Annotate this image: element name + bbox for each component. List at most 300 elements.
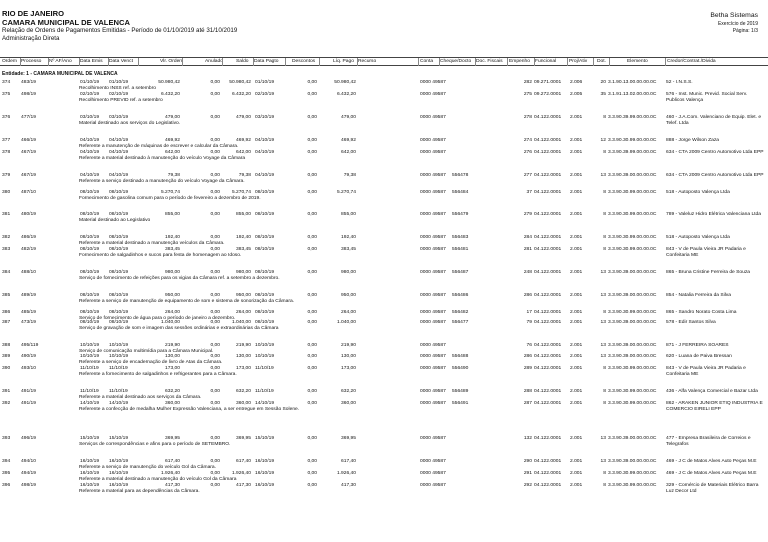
- elemento-cell: 3.1.90.13.00.00.00.0C: [608, 80, 657, 85]
- data-venct-cell: 08/10/19: [109, 310, 129, 315]
- credor-cell: 576 - Inst. Munic. Previd. Social Serv. Publicos Valença: [666, 92, 748, 103]
- processo-cell: 495/119: [21, 343, 39, 348]
- liq-pago-cell: 264,00: [341, 310, 356, 315]
- saldo-cell: 173,00: [236, 366, 251, 371]
- proj-ativ-cell: 2.001: [570, 354, 583, 359]
- dot-cell: 13: [600, 173, 606, 178]
- history-description: Referente a confecção de medalha Mulher Expressão Valenciana, a ser entregue em Sessão Solene.: [79, 406, 300, 412]
- empenho-cell: 276: [523, 150, 532, 155]
- credor-cell: 436 - Alfa Valença Comercial e Bazar Ltda: [666, 389, 758, 394]
- elemento-cell: 3.3.90.39.00.00.00.0C: [608, 459, 657, 464]
- history-description: Referente a material para as dependências da Câmara.: [79, 488, 200, 494]
- ordem-cell: 386: [2, 310, 11, 315]
- ordem-cell: 377: [2, 138, 11, 143]
- funcional-cell: 04.122.0001: [534, 293, 562, 298]
- processo-cell: 493/10: [21, 366, 36, 371]
- proj-ativ-cell: 2.001: [570, 150, 583, 155]
- empenho-cell: 277: [523, 173, 532, 178]
- col-proj-ativ: Proj/Ativ: [569, 59, 588, 64]
- funcional-cell: 04.122.0001: [534, 150, 562, 155]
- credor-cell: 329 - Comércio de Materiais Elétrico Barra Luz Decor Ltd: [666, 483, 759, 494]
- saldo-cell: 369,95: [236, 436, 251, 441]
- credor-cell: 865 - Bruna Cristine Ferreira de Souza: [666, 270, 750, 275]
- data-emis-cell: 16/10/19: [80, 483, 100, 488]
- elemento-cell: 3.3.90.30.99.00.00.0C: [608, 190, 657, 195]
- empenho-cell: 17: [526, 310, 532, 315]
- funcional-cell: 04.122.0001: [534, 310, 562, 315]
- col-anulado: Anulado: [205, 59, 223, 64]
- data-pagto-cell: 08/10/19: [255, 190, 275, 195]
- saldo-cell: 6.432,20: [231, 92, 251, 97]
- credor-cell: 578 - Edir Santos Silva: [666, 320, 716, 325]
- conta-cell: 0000 49587: [420, 92, 446, 97]
- dot-cell: 8: [603, 212, 606, 217]
- elemento-cell: 3.3.90.30.99.00.00.0C: [608, 389, 657, 394]
- col-liq-pago: Líq. Pago: [333, 59, 354, 64]
- data-emis-cell: 08/10/19: [80, 247, 100, 252]
- descontos-cell: 0,00: [307, 92, 317, 97]
- data-venct-cell: 08/10/19: [109, 293, 129, 298]
- anulado-cell: 0,00: [210, 343, 220, 348]
- elemento-cell: 3.3.90.39.00.00.00.0C: [608, 270, 657, 275]
- credor-cell: 52 - I.N.S.S.: [666, 80, 693, 85]
- saldo-cell: 50.980,42: [229, 80, 251, 85]
- ordem-cell: 375: [2, 92, 11, 97]
- data-emis-cell: 04/10/19: [80, 150, 100, 155]
- data-pagto-cell: 08/10/19: [255, 235, 275, 240]
- col-processo: Processo: [21, 59, 42, 64]
- dot-cell: 8: [603, 190, 606, 195]
- report-header: [2, 9, 237, 43]
- ordem-cell: 395: [2, 471, 11, 476]
- data-pagto-cell: 08/10/19: [255, 270, 275, 275]
- elemento-cell: 3.3.90.30.99.00.00.0C: [608, 138, 657, 143]
- funcional-cell: 04.122.0001: [534, 389, 562, 394]
- data-emis-cell: 08/10/19: [80, 310, 100, 315]
- dot-cell: 13: [600, 293, 606, 298]
- cheque-docto-cell: 556486: [452, 293, 469, 298]
- descontos-cell: 0,00: [307, 270, 317, 275]
- saldo-cell: 632,20: [236, 389, 251, 394]
- credor-cell: 888 - Jorge Wilson Zaza: [666, 138, 720, 143]
- empenho-cell: 132: [523, 436, 532, 441]
- saldo-cell: 980,00: [236, 270, 251, 275]
- descontos-cell: 0,00: [307, 310, 317, 315]
- saldo-cell: 383,45: [236, 247, 251, 252]
- anulado-cell: 0,00: [210, 320, 220, 325]
- cheque-docto-cell: 556483: [452, 235, 469, 240]
- vlr-ordem-cell: 360,00: [165, 401, 180, 406]
- history-description: Material destinado ao Legislativo: [79, 217, 151, 223]
- data-pagto-cell: 11/10/19: [255, 389, 274, 394]
- conta-cell: 0000 49587: [420, 235, 446, 240]
- anulado-cell: 0,00: [210, 115, 220, 120]
- data-pagto-cell: 10/10/19: [255, 343, 275, 348]
- system-name: Betha Sistemas: [710, 12, 758, 19]
- data-emis-cell: 16/10/19: [80, 459, 100, 464]
- ordem-cell: 385: [2, 293, 11, 298]
- col-dot: Dot.: [597, 59, 606, 64]
- liq-pago-cell: 642,00: [341, 150, 356, 155]
- data-pagto-cell: 16/10/19: [255, 471, 275, 476]
- conta-cell: 0000 49587: [420, 150, 446, 155]
- vlr-ordem-cell: 980,00: [165, 270, 180, 275]
- anulado-cell: 0,00: [210, 80, 220, 85]
- data-emis-cell: 10/10/19: [80, 343, 100, 348]
- processo-cell: 494/19: [21, 471, 36, 476]
- proj-ativ-cell: 2.001: [570, 471, 583, 476]
- history-description: Recolhimento INSS ref. a setembro: [79, 85, 156, 91]
- processo-cell: 473/19: [21, 320, 36, 325]
- cheque-docto-cell: 556489: [452, 389, 469, 394]
- dot-cell: 8: [603, 235, 606, 240]
- credor-cell: 789 - Valeluz Hidro Elétrica Valenciana Ltda: [666, 212, 761, 217]
- elemento-cell: 3.3.90.39.00.00.00.0C: [608, 354, 657, 359]
- data-venct-cell: 03/10/19: [109, 115, 129, 120]
- data-venct-cell: 08/10/19: [109, 320, 129, 325]
- elemento-cell: 3.3.90.30.99.00.00.0C: [608, 471, 657, 476]
- proj-ativ-cell: 2.001: [570, 366, 583, 371]
- ordem-cell: 374: [2, 80, 11, 85]
- liq-pago-cell: 219,90: [341, 343, 356, 348]
- dot-cell: 8: [603, 150, 606, 155]
- anulado-cell: 0,00: [210, 190, 220, 195]
- history-description: Material destinado aos serviços do Legislativo.: [79, 120, 181, 126]
- data-venct-cell: 16/10/19: [109, 471, 129, 476]
- saldo-cell: 642,00: [236, 150, 251, 155]
- descontos-cell: 0,00: [307, 320, 317, 325]
- proj-ativ-cell: 2.001: [570, 320, 583, 325]
- cheque-docto-cell: 556477: [452, 320, 469, 325]
- ordem-cell: 390: [2, 366, 11, 371]
- vlr-ordem-cell: 617,40: [165, 459, 180, 464]
- data-venct-cell: 11/10/19: [109, 366, 128, 371]
- data-pagto-cell: 04/10/19: [255, 173, 275, 178]
- col-empenho: Empenho: [509, 59, 530, 64]
- data-pagto-cell: 04/10/19: [255, 138, 275, 143]
- credor-cell: 854 - Natalia Ferreira da Silva: [666, 293, 731, 298]
- anulado-cell: 0,00: [210, 310, 220, 315]
- data-emis-cell: 08/10/19: [80, 293, 100, 298]
- processo-cell: 498/19: [21, 92, 36, 97]
- dot-cell: 13: [600, 270, 606, 275]
- processo-cell: 477/19: [21, 115, 36, 120]
- liq-pago-cell: 79,38: [343, 173, 356, 178]
- processo-cell: 498/19: [21, 483, 36, 488]
- table-row: [0, 458, 768, 470]
- proj-ativ-cell: 2.001: [570, 343, 583, 348]
- empenho-cell: 291: [523, 471, 532, 476]
- ordem-cell: 384: [2, 270, 11, 275]
- exercise-label: Exercício de 2019: [717, 21, 758, 27]
- saldo-cell: 264,00: [236, 310, 251, 315]
- data-emis-cell: 03/10/19: [80, 115, 100, 120]
- saldo-cell: 130,00: [236, 354, 251, 359]
- liq-pago-cell: 855,00: [341, 212, 356, 217]
- credor-cell: 469 - J C de Matos Alves Auto Peças M.E: [666, 459, 757, 464]
- history-description: Referente a material destinado a manutenção veículos da Câmara.: [79, 240, 225, 246]
- empenho-cell: 279: [523, 212, 532, 217]
- empenho-cell: 248: [523, 270, 532, 275]
- funcional-cell: 04.122.0001: [534, 483, 562, 488]
- funcional-cell: 04.122.0001: [534, 366, 562, 371]
- credor-cell: 843 - V de Paula Vieira JR Padaria e Confeitaria ME: [666, 247, 746, 258]
- proj-ativ-cell: 2.006: [570, 80, 583, 85]
- funcional-cell: 04.122.0001: [534, 436, 562, 441]
- liq-pago-cell: 369,95: [341, 436, 356, 441]
- elemento-cell: 3.3.90.39.00.00.00.0C: [608, 293, 657, 298]
- vlr-ordem-cell: 1.926,40: [160, 471, 180, 476]
- proj-ativ-cell: 2.001: [570, 190, 583, 195]
- descontos-cell: 0,00: [307, 401, 317, 406]
- data-emis-cell: 01/10/19: [80, 80, 100, 85]
- conta-cell: 0000 49587: [420, 138, 446, 143]
- descontos-cell: 0,00: [307, 150, 317, 155]
- ordem-cell: 393: [2, 436, 11, 441]
- dot-cell: 8: [603, 115, 606, 120]
- data-pagto-cell: 15/10/19: [255, 436, 275, 441]
- empenho-cell: 284: [523, 235, 532, 240]
- table-row: [0, 172, 768, 189]
- orders-table-body: [0, 79, 768, 504]
- ordem-cell: 383: [2, 247, 11, 252]
- conta-cell: 0000 49587: [420, 293, 446, 298]
- elemento-cell: 3.3.90.39.00.00.00.0C: [608, 173, 657, 178]
- ordem-cell: 394: [2, 459, 11, 464]
- descontos-cell: 0,00: [307, 115, 317, 120]
- data-pagto-cell: 14/10/19: [255, 401, 275, 406]
- empenho-cell: 278: [523, 115, 532, 120]
- conta-cell: 0000 49587: [420, 354, 446, 359]
- column-header-row: [0, 57, 768, 66]
- conta-cell: 0000 49587: [420, 80, 446, 85]
- proj-ativ-cell: 2.001: [570, 459, 583, 464]
- dot-cell: 35: [600, 92, 606, 97]
- proj-ativ-cell: 2.001: [570, 436, 583, 441]
- ordem-cell: 382: [2, 235, 11, 240]
- conta-cell: 0000 49587: [420, 247, 446, 252]
- conta-cell: 0000 49587: [420, 343, 446, 348]
- history-description: Referente a serviço destinado a manutenção do veículo Voyage da Câmara.: [79, 178, 245, 184]
- data-emis-cell: 04/10/19: [80, 173, 100, 178]
- anulado-cell: 0,00: [210, 471, 220, 476]
- state-name: RIO DE JANEIRO: [2, 9, 65, 18]
- dot-cell: 8: [603, 389, 606, 394]
- table-row: [0, 114, 768, 137]
- funcional-cell: 04.122.0001: [534, 354, 562, 359]
- data-emis-cell: 11/10/19: [80, 389, 99, 394]
- cheque-docto-cell: 556481: [452, 247, 469, 252]
- processo-cell: 487/10: [21, 190, 36, 195]
- descontos-cell: 0,00: [307, 212, 317, 217]
- table-row: [0, 435, 768, 458]
- conta-cell: 0000 49587: [420, 173, 446, 178]
- liq-pago-cell: 950,00: [341, 293, 356, 298]
- credor-cell: 518 - Autoposto Valença Ltda: [666, 190, 730, 195]
- vlr-ordem-cell: 950,00: [165, 293, 180, 298]
- empenho-cell: 288: [523, 389, 532, 394]
- ordem-cell: 396: [2, 483, 11, 488]
- table-row: [0, 470, 768, 482]
- vlr-ordem-cell: 130,00: [165, 354, 180, 359]
- data-venct-cell: 16/10/19: [109, 483, 129, 488]
- table-row: [0, 365, 768, 388]
- anulado-cell: 0,00: [210, 459, 220, 464]
- liq-pago-cell: 417,30: [341, 483, 356, 488]
- processo-cell: 488/10: [21, 270, 36, 275]
- data-emis-cell: 04/10/19: [80, 138, 100, 143]
- elemento-cell: 3.3.90.39.99.00.00.0C: [608, 150, 657, 155]
- credor-cell: 518 - Autoposto Valença Ltda: [666, 235, 730, 240]
- funcional-cell: 04.122.0001: [534, 235, 562, 240]
- data-venct-cell: 15/10/19: [109, 436, 129, 441]
- descontos-cell: 0,00: [307, 459, 317, 464]
- dot-cell: 8: [603, 401, 606, 406]
- liq-pago-cell: 360,00: [341, 401, 356, 406]
- anulado-cell: 0,00: [210, 401, 220, 406]
- data-venct-cell: 08/10/19: [109, 235, 129, 240]
- table-row: [0, 79, 768, 91]
- history-description: Serviço de gravação de som e imagem das sessões ordinárias e extraordinárias da Câmara: [79, 325, 279, 331]
- ordem-cell: 392: [2, 401, 11, 406]
- descontos-cell: 0,00: [307, 190, 317, 195]
- empenho-cell: 79: [526, 320, 532, 325]
- data-venct-cell: 10/10/19: [109, 354, 129, 359]
- history-description: Serviço de fornecimento de água para o período de janeiro a dezembro.: [79, 315, 236, 321]
- anulado-cell: 0,00: [210, 212, 220, 217]
- saldo-cell: 360,00: [236, 401, 251, 406]
- cheque-docto-cell: 556491: [452, 401, 469, 406]
- vlr-ordem-cell: 219,90: [165, 343, 180, 348]
- processo-cell: 467/19: [21, 173, 36, 178]
- descontos-cell: 0,00: [307, 366, 317, 371]
- elemento-cell: 3.3.90.30.99.00.00.0C: [608, 235, 657, 240]
- data-pagto-cell: 16/10/19: [255, 459, 275, 464]
- empenho-cell: 274: [523, 138, 532, 143]
- descontos-cell: 0,00: [307, 343, 317, 348]
- data-pagto-cell: 16/10/19: [255, 483, 275, 488]
- credor-cell: 620 - Luana de Paiva Bressan: [666, 354, 732, 359]
- dot-cell: 12: [600, 138, 606, 143]
- table-row: [0, 91, 768, 114]
- vlr-ordem-cell: 369,95: [165, 436, 180, 441]
- funcional-cell: 09.271.0001: [534, 80, 562, 85]
- data-venct-cell: 08/10/19: [109, 212, 129, 217]
- entity-label: Entidade: 1 - CAMARA MUNICIPAL DE VALENCA: [2, 71, 118, 77]
- data-venct-cell: 04/10/19: [109, 150, 129, 155]
- vlr-ordem-cell: 173,00: [165, 366, 180, 371]
- vlr-ordem-cell: 5.270,74: [160, 190, 180, 195]
- vlr-ordem-cell: 50.980,42: [158, 80, 180, 85]
- anulado-cell: 0,00: [210, 354, 220, 359]
- credor-cell: 634 - CTA 2009 Centro Automotivo Ltda EPP: [666, 173, 764, 178]
- vlr-ordem-cell: 6.432,20: [160, 92, 180, 97]
- descontos-cell: 0,00: [307, 483, 317, 488]
- dot-cell: 8: [603, 366, 606, 371]
- cheque-docto-cell: 556479: [452, 212, 469, 217]
- col-credor: Credor/Contrat./Divida: [667, 59, 716, 64]
- history-description: Referente a fornecimento de salgadinhos e refrigerantes para a Câmara.: [79, 371, 237, 377]
- elemento-cell: 3.3.90.30.99.00.00.0C: [608, 310, 657, 315]
- data-pagto-cell: 08/10/19: [255, 293, 275, 298]
- dot-cell: 8: [603, 483, 606, 488]
- empenho-cell: 37: [526, 190, 532, 195]
- data-emis-cell: 08/10/19: [80, 235, 100, 240]
- table-row: [0, 388, 768, 400]
- liq-pago-cell: 130,00: [341, 354, 356, 359]
- processo-cell: 490/19: [21, 354, 36, 359]
- processo-cell: 467/19: [21, 150, 36, 155]
- credor-cell: 469 - J C de Matos Alves Auto Peças M.E: [666, 471, 757, 476]
- funcional-cell: 04.122.0001: [534, 459, 562, 464]
- descontos-cell: 0,00: [307, 436, 317, 441]
- ordem-cell: 381: [2, 212, 11, 217]
- col-ordem: Ordem: [2, 59, 17, 64]
- saldo-cell: 219,90: [236, 343, 251, 348]
- funcional-cell: 09.272.0001: [534, 92, 562, 97]
- funcional-cell: 04.122.0001: [534, 212, 562, 217]
- data-venct-cell: 04/10/19: [109, 173, 129, 178]
- descontos-cell: 0,00: [307, 138, 317, 143]
- data-venct-cell: 02/10/19: [109, 92, 129, 97]
- col-conta: Conta: [420, 59, 434, 64]
- processo-cell: 491/19: [21, 389, 36, 394]
- funcional-cell: 04.122.0001: [534, 270, 562, 275]
- processo-cell: 496/19: [21, 436, 36, 441]
- history-description: Serviços de correspondências e afins para o período de SETEMBRO.: [79, 441, 231, 447]
- liq-pago-cell: 980,00: [341, 270, 356, 275]
- credor-cell: 862 - ARAKEN JUNIOR ETIQ INDUSTRIA E COMERCIO EIRELI EPP: [666, 401, 763, 412]
- saldo-cell: 855,00: [236, 212, 251, 217]
- table-row: [0, 246, 768, 269]
- data-venct-cell: 08/10/19: [109, 190, 129, 195]
- data-emis-cell: 11/10/19: [80, 366, 99, 371]
- funcional-cell: 04.122.0001: [534, 173, 562, 178]
- credor-cell: 460 - J.A.Com. Valenciano de Equip. Elet. e Telef. Ltda: [666, 115, 762, 126]
- table-row: [0, 211, 768, 234]
- processo-cell: 466/19: [21, 138, 36, 143]
- liq-pago-cell: 1.040,00: [336, 320, 356, 325]
- col-data-pagto: Data Pagto: [254, 59, 279, 64]
- anulado-cell: 0,00: [210, 173, 220, 178]
- ordem-cell: 387: [2, 320, 11, 325]
- ordem-cell: 378: [2, 150, 11, 155]
- chamber-name: CAMARA MUNICIPAL DE VALENCA: [2, 18, 130, 27]
- history-description: Serviço de fornecimento de refeições para os vigias da Câmara ref. a setembro a dezembro.: [79, 275, 280, 281]
- processo-cell: 480/19: [21, 212, 36, 217]
- vlr-ordem-cell: 383,45: [165, 247, 180, 252]
- vlr-ordem-cell: 469,92: [165, 138, 180, 143]
- funcional-cell: 04.122.0001: [534, 343, 562, 348]
- saldo-cell: 1.040,00: [231, 320, 251, 325]
- col-elemento: Elemento: [627, 59, 648, 64]
- col-cheque-docto: Cheque/Docto: [440, 59, 472, 64]
- empenho-cell: 290: [523, 459, 532, 464]
- ordem-cell: 391: [2, 389, 11, 394]
- dot-cell: 8: [603, 471, 606, 476]
- proj-ativ-cell: 2.001: [570, 401, 583, 406]
- saldo-cell: 417,30: [236, 483, 251, 488]
- liq-pago-cell: 50.980,42: [334, 80, 356, 85]
- liq-pago-cell: 383,45: [341, 247, 356, 252]
- table-row: [0, 149, 768, 172]
- vlr-ordem-cell: 192,40: [165, 235, 180, 240]
- conta-cell: 0000 49587: [420, 190, 446, 195]
- processo-cell: 494/10: [21, 459, 36, 464]
- conta-cell: 0000 49587: [420, 389, 446, 394]
- funcional-cell: 04.122.0001: [534, 320, 562, 325]
- proj-ativ-cell: 2.001: [570, 483, 583, 488]
